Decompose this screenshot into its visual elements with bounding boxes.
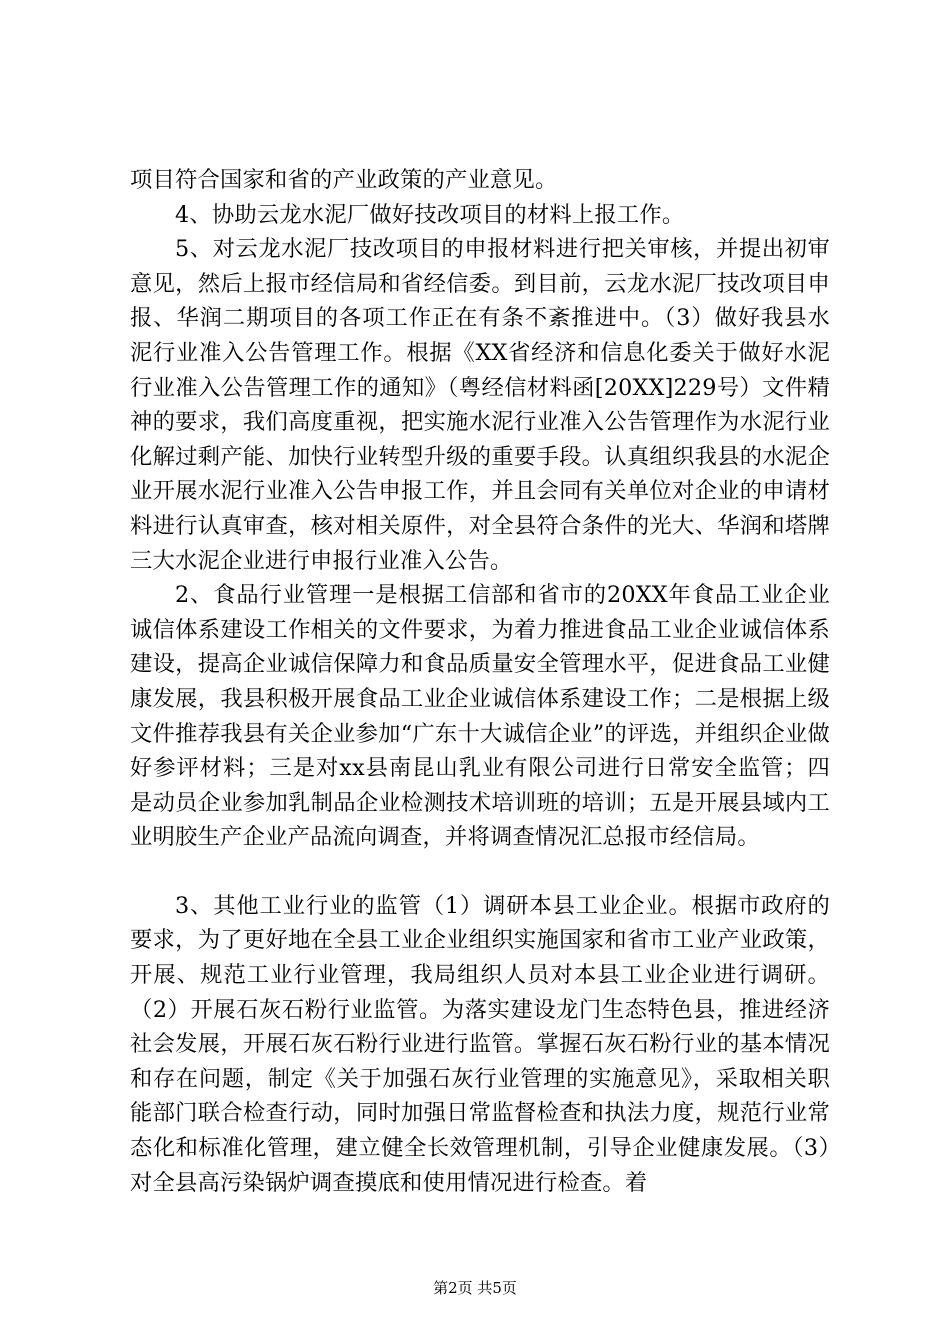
paragraph-other-industries: 3、其他工业行业的监管（1）调研本县工业企业。根据市政府的要求，为了更好地在全县工业企业组织实施国家和省市工业产业政策，开展、规范工业行业管理，我局组织人员对本县工业企业进行调研。（2）开展石灰石粉行业监管。为落实建设龙门生态特色县，推进经济社会发展，开展石灰石粉行业进行监管。掌握石灰石粉行业的基本情况和存在问题，制定《关于加强石灰行业管理的实施意见》，采取相关职能部门联合检查行动，同时加强日常监督检查和执法力度，规范行业常态化和标准化管理，建立健全长效管理机制，引导企业健康发展。（3）对全县高污染锅炉调查摸底和使用情况进行检查。着 bbox=[130, 892, 830, 1196]
paragraph-continuation: 项目符合国家和省的产业政策的产业意见。 bbox=[130, 167, 558, 193]
paragraph-item-5: 5、对云龙水泥厂技改项目的申报材料进行把关审核，并提出初审意见，然后上报市经信局和省经信委。到目前，云龙水泥厂技改项目申报、华润二期项目的各项工作正在有条不紊推进中。（3）做好我县水泥行业准入公告管理工作。根据《XX省经济和信息化委关于做好水泥行业准入公告管理工作的通知》（粤经信材料函[20XX]229号）文件精神的要求，我们高度重视，把实施水泥行业准入公告管理作为水泥行业化解过剩产能、加快行业转型升级的重要手段。认真组织我县的水泥企业开展水泥行业准入公告申报工作，并且会同有关单位对企业的申请材料进行认真审查，核对相关原件，对全县符合条件的光大、华润和塔牌三大水泥企业进行申报行业准入公告。 bbox=[130, 236, 830, 574]
document-body bbox=[130, 163, 830, 1200]
paragraph-food-industry: 2、食品行业管理一是根据工信部和省市的20XX年食品工业企业诚信体系建设工作相关的文件要求，为着力推进食品工业企业诚信体系建设，提高企业诚信保障力和食品质量安全管理水平，促进食品工业健康发展，我县积极开展食品工业企业诚信体系建设工作；二是根据上级文件推荐我县有关企业参加“广东十大诚信企业”的评选，并组织企业做好参评材料；三是对xx县南昆山乳业有限公司进行日常安全监管；四是动员企业参加乳制品企业检测技术培训班的培训；五是开展县域内工业明胶生产企业产品流向调查，并将调查情况汇总报市经信局。 bbox=[130, 582, 830, 851]
page-footer: 第2页 共5页 bbox=[433, 1279, 517, 1297]
paragraph-item-4: 4、协助云龙水泥厂做好技改项目的材料上报工作。 bbox=[175, 201, 685, 228]
